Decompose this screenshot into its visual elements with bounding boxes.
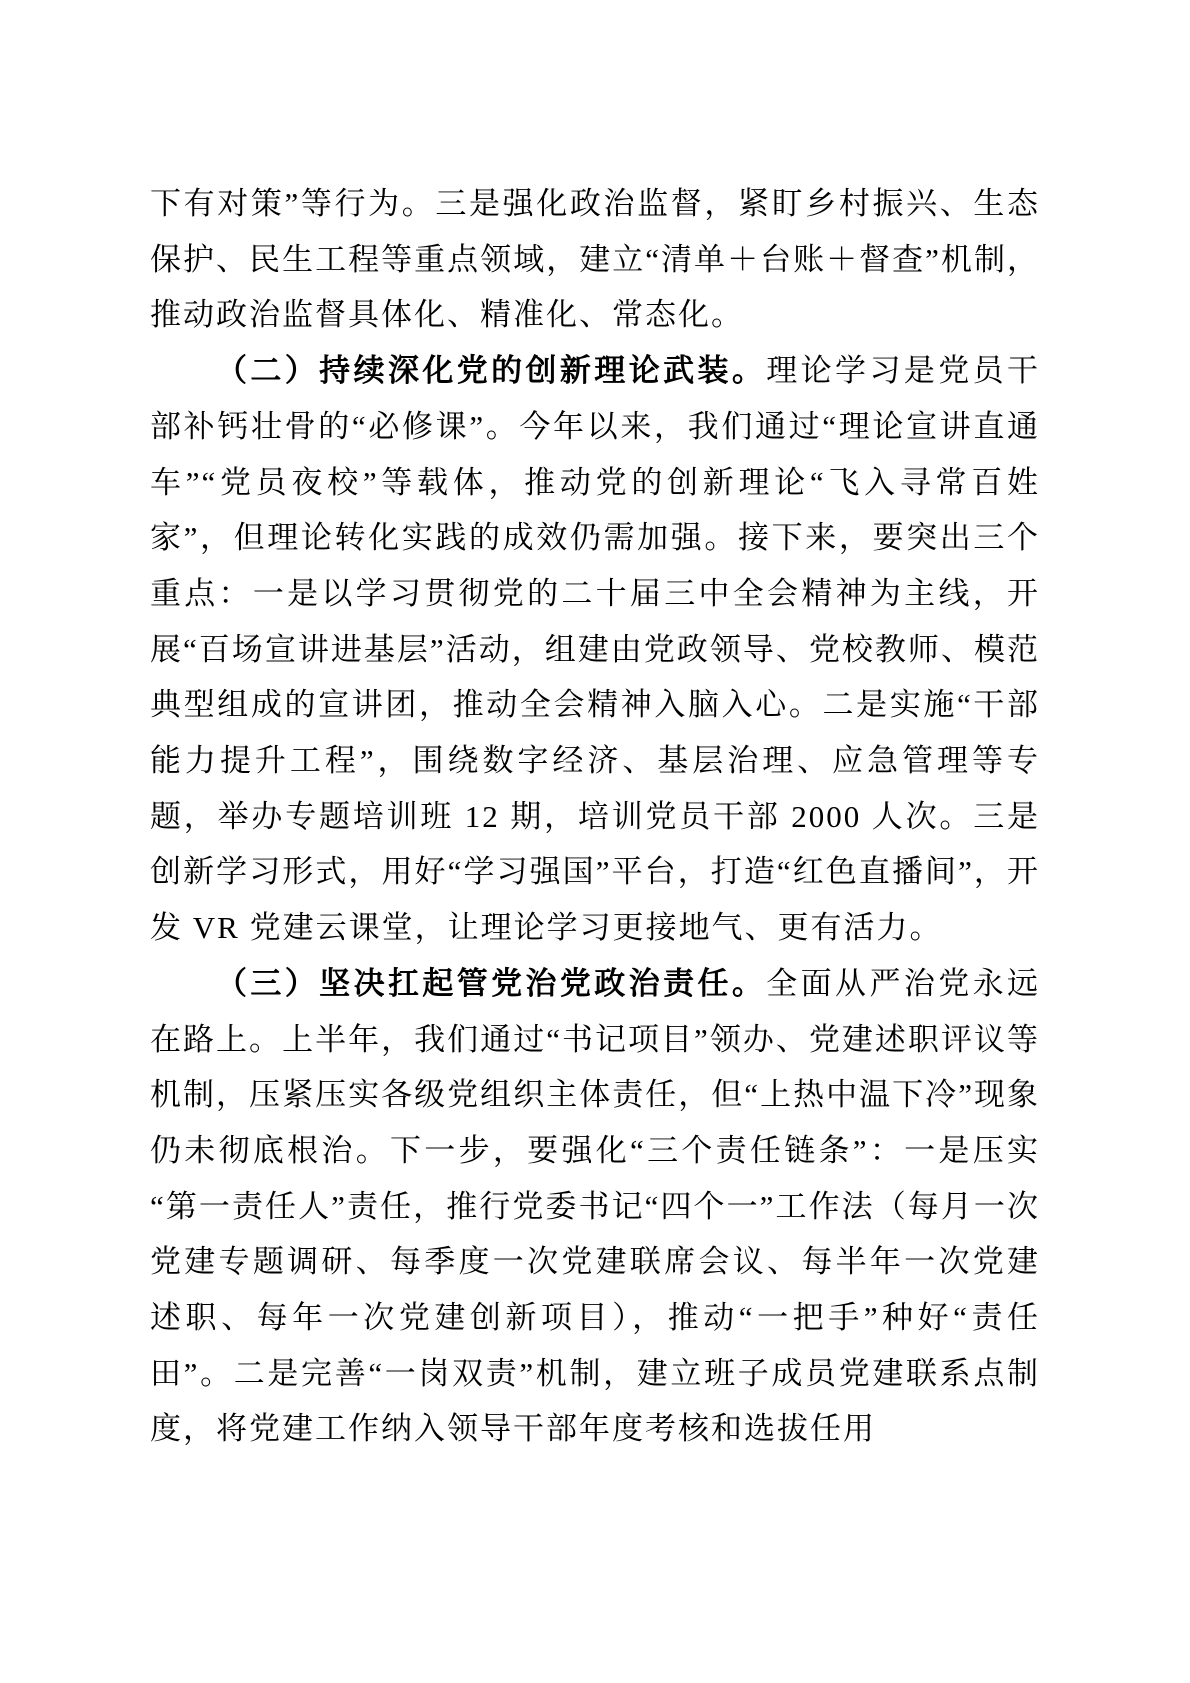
paragraph-text: 理论学习是党员干部补钙壮骨的“必修课”。今年以来，我们通过“理论宣讲直通车”“党员夜校”等载体，推动党的创新理论“飞入寻常百姓家”，但理论转化实践的成效仍需加强。接下来，要突出三个重点：一是以学习贯彻党的二十届三中全会精神为主线，开展“百场宣讲进基层”活动，组建由党政领导、党校教师、模范典型组成的宣讲团，推动全会精神入脑入心。二是实施“干部能力提升工程”，围绕数字经济、基层治理、应急管理等专题，举办专题培训班 12 期，培训党员干部 2000 人次。三是创新学习形式，用好“学习强国”平台，打造“红色直播间”，开发 VR 党建云课堂，让理论学习更接地气、更有活力。 xyxy=(150,353,1041,946)
paragraph-continuation xyxy=(150,176,1040,343)
paragraph-section-3 xyxy=(150,956,1040,1457)
paragraph-text: 全面从严治党永远在路上。上半年，我们通过“书记项目”领办、党建述职评议等机制，压紧压实各级党组织主体责任，但“上热中温下冷”现象仍未彻底根治。下一步，要强化“三个责任链条”：一是压实“第一责任人”责任，推行党委书记“四个一”工作法（每月一次党建专题调研、每季度一次党建联席会议、每半年一次党建述职、每年一次党建创新项目），推动“一把手”种好“责任田”。二是完善“一岗双责”机制，建立班子成员党建联系点制度，将党建工作纳入领导干部年度考核和选拔任用 xyxy=(150,965,1041,1447)
document-body xyxy=(150,176,1040,1457)
section-3-heading: （三）坚决扛起管党治党政治责任。 xyxy=(216,965,767,1001)
paragraph-section-2 xyxy=(150,343,1040,956)
paragraph-text: 下有对策”等行为。三是强化政治监督，紧盯乡村振兴、生态保护、民生工程等重点领域，建立“清单＋台账＋督查”机制，推动政治监督具体化、精准化、常态化。 xyxy=(150,186,1040,333)
section-2-heading: （二）持续深化党的创新理论武装。 xyxy=(216,353,767,389)
